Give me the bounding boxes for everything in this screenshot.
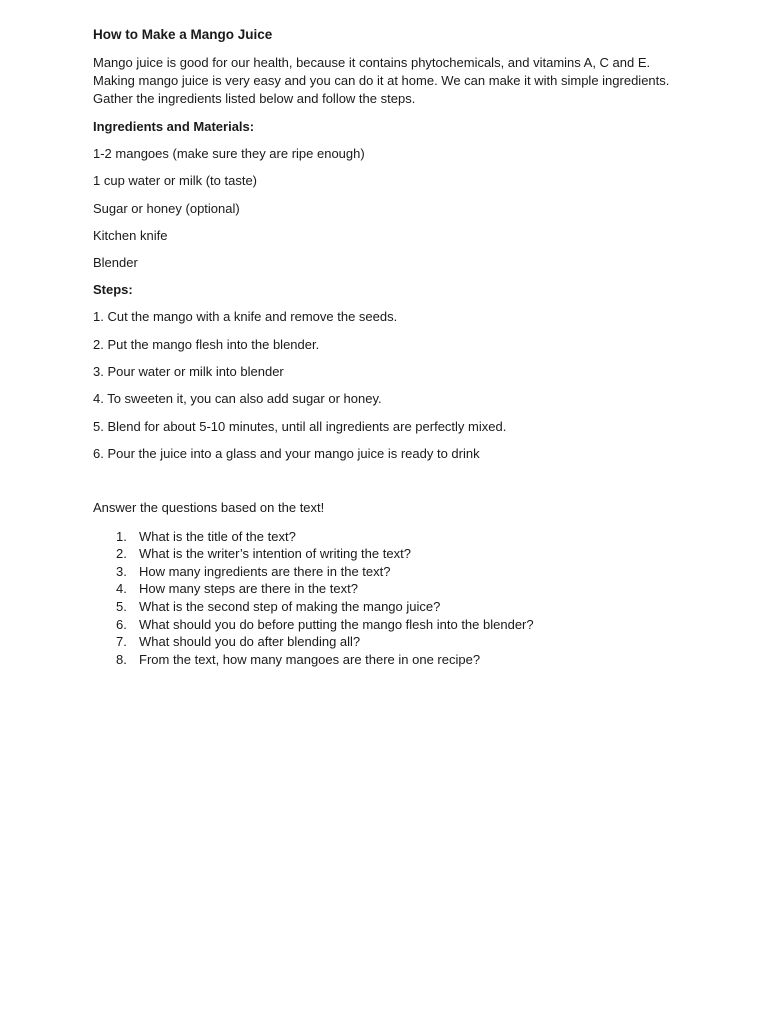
question-number: 5. bbox=[116, 598, 127, 614]
intro-line: Gather the ingredients listed below and follow the steps. bbox=[93, 91, 416, 106]
step-item: 6. Pour the juice into a glass and your mango juice is ready to drink bbox=[93, 445, 480, 461]
ingredient-item: 1-2 mangoes (make sure they are ripe enough) bbox=[93, 146, 365, 161]
document-title: How to Make a Mango Juice bbox=[93, 27, 273, 42]
question-item bbox=[93, 633, 683, 651]
question-item bbox=[93, 545, 683, 563]
ingredient-item: Sugar or honey (optional) bbox=[93, 200, 240, 216]
step-item: 1. Cut the mango with a knife and remove the seeds. bbox=[93, 309, 398, 325]
section-spacer bbox=[93, 473, 683, 500]
ingredients-heading: Ingredients and Materials: bbox=[93, 119, 255, 134]
question-number: 2. bbox=[116, 546, 127, 562]
question-number: 7. bbox=[116, 634, 127, 650]
question-number: 1. bbox=[116, 528, 127, 544]
question-text: From the text, how many mangoes are there in one recipe? bbox=[139, 651, 481, 667]
step-item: 3. Pour water or milk into blender bbox=[93, 364, 284, 380]
question-text: What is the title of the text? bbox=[139, 528, 296, 544]
question-number: 4. bbox=[116, 581, 127, 597]
intro-paragraph bbox=[93, 54, 683, 108]
document-page bbox=[93, 27, 683, 668]
step-item: 4. To sweeten it, you can also add sugar or honey. bbox=[93, 391, 382, 407]
question-item bbox=[93, 616, 683, 634]
ingredient-item: Blender bbox=[93, 255, 138, 271]
question-item bbox=[93, 528, 683, 546]
question-text: What should you do after blending all? bbox=[139, 634, 361, 650]
step-item: 5. Blend for about 5-10 minutes, until all ingredients are perfectly mixed. bbox=[93, 418, 507, 434]
question-text: How many ingredients are there in the text? bbox=[139, 563, 391, 579]
ingredient-item: Kitchen knife bbox=[93, 227, 168, 243]
step-item: 2. Put the mango flesh into the blender. bbox=[93, 336, 320, 352]
question-number: 6. bbox=[116, 616, 127, 632]
question-item bbox=[93, 598, 683, 616]
question-number: 3. bbox=[116, 563, 127, 579]
question-number: 8. bbox=[116, 651, 127, 667]
question-text: What is the writer’s intention of writing the text? bbox=[139, 546, 411, 562]
question-text: How many steps are there in the text? bbox=[139, 581, 358, 597]
ingredient-item: 1 cup water or milk (to taste) bbox=[93, 173, 257, 189]
questions-intro: Answer the questions based on the text! bbox=[93, 500, 325, 516]
question-item bbox=[93, 580, 683, 598]
question-text: What should you do before putting the mango flesh into the blender? bbox=[139, 616, 534, 632]
intro-line: Mango juice is good for our health, because it contains phytochemicals, and vitamins A, C and E. bbox=[93, 55, 651, 70]
questions-list bbox=[93, 528, 683, 669]
question-item bbox=[93, 563, 683, 581]
question-text: What is the second step of making the mango juice? bbox=[139, 598, 441, 614]
question-item bbox=[93, 651, 683, 669]
intro-line: Making mango juice is very easy and you can do it at home. We can make it with simple ingredients. bbox=[93, 73, 670, 88]
steps-heading: Steps: bbox=[93, 282, 133, 298]
